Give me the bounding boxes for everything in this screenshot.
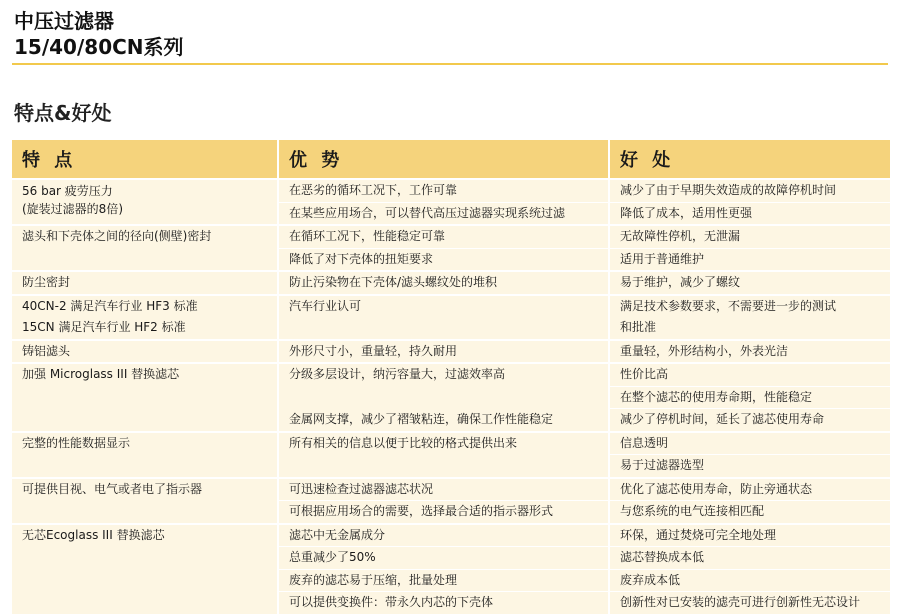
benefit-cell: 减少了由于早期失效造成的故障停机时间: [609, 179, 890, 202]
advantage-cell: 可迅速检查过滤器滤芯状况: [278, 478, 609, 501]
advantage-cell: 在循环工况下，性能稳定可靠: [278, 225, 609, 248]
feature-cell: 40CN-2 满足汽车行业 HF3 标准: [12, 295, 278, 318]
benefit-cell: 在整个滤芯的使用寿命期，性能稳定: [609, 386, 890, 409]
title-line-1: 中压过滤器: [14, 9, 114, 33]
benefit-cell: 创新性对已安装的滤壳可进行创新性无芯设计: [609, 592, 890, 614]
header-benefits: 好 处: [609, 140, 890, 179]
benefit-cell: 与您系统的电气连接相匹配: [609, 501, 890, 524]
advantage-cell: 在某些应用场合，可以替代高压过滤器实现系统过滤: [278, 202, 609, 225]
benefit-cell: 降低了成本，适用性更强: [609, 202, 890, 225]
section-title: 特点&好处: [14, 101, 112, 125]
table-row: [12, 225, 890, 248]
features-table: [12, 140, 890, 614]
advantage-cell: [278, 386, 609, 409]
benefit-cell: 性价比高: [609, 363, 890, 386]
table-row: [12, 179, 890, 202]
title-divider: [12, 63, 888, 65]
advantage-cell: 降低了对下壳体的扭矩要求: [278, 248, 609, 271]
feature-cell: 滤头和下壳体之间的径向(侧壁)密封: [12, 225, 278, 271]
benefit-cell: 重量轻，外形结构小，外表光洁: [609, 340, 890, 364]
advantage-cell: 总重减少了50%: [278, 547, 609, 570]
advantage-cell: 可以提供变换件：带永久内芯的下壳体: [278, 592, 609, 614]
advantage-cell: 金属网支撑，减少了褶皱粘连，确保工作性能稳定: [278, 409, 609, 432]
benefit-cell: 减少了停机时间，延长了滤芯使用寿命: [609, 409, 890, 432]
feature-cell: [12, 179, 278, 225]
advantage-cell: 分级多层设计，纳污容量大，过滤效率高: [278, 363, 609, 386]
benefit-cell: 和批准: [609, 317, 890, 340]
benefit-cell: 环保，通过焚烧可完全地处理: [609, 524, 890, 547]
feature-cell: 15CN 满足汽车行业 HF2 标准: [12, 317, 278, 340]
benefit-cell: 满足技术参数要求，不需要进一步的测试: [609, 295, 890, 318]
table-row: [12, 524, 890, 547]
advantage-cell: 滤芯中无金属成分: [278, 524, 609, 547]
advantage-cell: 防止污染物在下壳体/滤头螺纹处的堆积: [278, 271, 609, 295]
benefit-cell: 易于过滤器选型: [609, 455, 890, 478]
feature-cell: 防尘密封: [12, 271, 278, 295]
feature-cell: 加强 Microglass III 替换滤芯: [12, 363, 278, 432]
benefit-cell: 易于维护，减少了螺纹: [609, 271, 890, 295]
table-row: [12, 478, 890, 501]
benefit-cell: 废弃成本低: [609, 569, 890, 592]
advantage-cell: 所有相关的信息以便于比较的格式提供出来: [278, 432, 609, 478]
feature-cell: 铸铝滤头: [12, 340, 278, 364]
advantage-cell: 废弃的滤芯易于压缩，批量处理: [278, 569, 609, 592]
header-advantages: 优 势: [278, 140, 609, 179]
benefit-cell: 适用于普通维护: [609, 248, 890, 271]
title-line-2: 15/40/80CN系列: [14, 35, 184, 59]
feature-line: 56 bar 疲劳压力: [22, 184, 113, 198]
benefit-cell: 无故障性停机，无泄漏: [609, 225, 890, 248]
feature-cell: 完整的性能数据显示: [12, 432, 278, 478]
table-row: [12, 363, 890, 386]
table-header-row: [12, 140, 890, 179]
table-row: [12, 271, 890, 295]
feature-line: (旋装过滤器的8倍): [22, 202, 123, 216]
benefit-cell: 优化了滤芯使用寿命，防止旁通状态: [609, 478, 890, 501]
feature-cell: 无芯Ecoglass III 替换滤芯: [12, 524, 278, 614]
benefit-cell: 信息透明: [609, 432, 890, 455]
table-row: [12, 340, 890, 364]
advantage-cell: 可根据应用场合的需要，选择最合适的指示器形式: [278, 501, 609, 524]
table-row: [12, 432, 890, 455]
benefit-cell: 滤芯替换成本低: [609, 547, 890, 570]
header-features: 特 点: [12, 140, 278, 179]
advantage-cell: 在恶劣的循环工况下，工作可靠: [278, 179, 609, 202]
advantage-cell: 外形尺寸小，重量轻，持久耐用: [278, 340, 609, 364]
page-title: [14, 8, 184, 60]
table-row: [12, 295, 890, 318]
feature-cell: 可提供目视、电气或者电了指示器: [12, 478, 278, 524]
advantage-cell: 汽车行业认可: [278, 295, 609, 340]
